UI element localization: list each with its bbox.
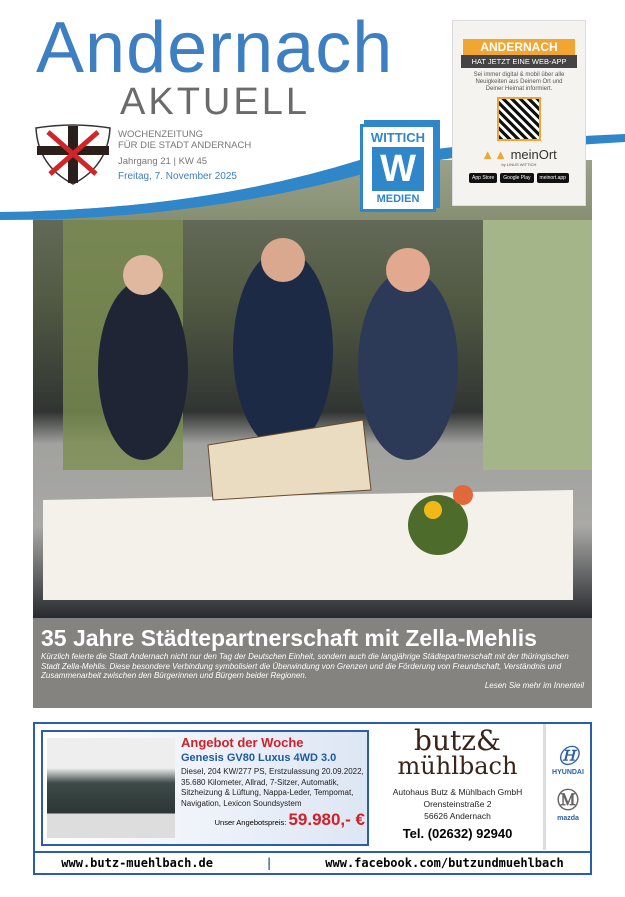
publisher-name-top: WITTICH — [370, 130, 426, 145]
coat-of-arms-icon — [34, 124, 112, 186]
story-body: Kürzlich feierte die Stadt Andernach nicht nur den Tag der Deutschen Einheit, sondern auch die langjährige Städtepartnerschaft mit der thüringischen Stadt Zella-Mehlis. Diese besondere Verbindung symbolisiert die Überwindung von Grenzen und die Förderung von Freundschaft, Verständnis und Zusammenarbeit zwischen den Bürgerinnen und Bürgern beider Regionen. — [41, 652, 569, 680]
paper-city: FÜR DIE STADT ANDERNACH — [118, 140, 252, 151]
issue-number: Jahrgang 21 | KW 45 — [118, 156, 208, 167]
masthead-title: Andernach — [36, 8, 394, 88]
publisher-name-bottom: MEDIEN — [376, 193, 420, 205]
wittich-medien-logo — [360, 124, 436, 212]
masthead-subtitle: AKTUELL — [120, 81, 310, 123]
car-image — [47, 738, 175, 838]
app-brand: meinOrt — [510, 147, 557, 162]
mazda-label: mazda — [557, 815, 579, 822]
dealer-phone[interactable]: Tel. (02632) 92940 — [402, 826, 513, 841]
qr-code-icon[interactable] — [497, 97, 541, 141]
car-model: Genesis GV80 Luxus 4WD 3.0 — [181, 752, 337, 764]
car-description: Diesel, 204 KW/277 PS, Erstzulassung 20.09.2022, 35.680 Kilometer, Allrad, 7-Sitzer, Automatik, Sitzheizung & Lüftung, Nappa-Leder, Tempomat, Navigation, Lexicon Soundsystem — [181, 767, 364, 808]
app-ad-tagline: HAT JETZT EINE WEB-APP — [461, 55, 577, 68]
offer-title: Angebot der Woche — [181, 735, 304, 750]
dealer-logo-top: butz& — [414, 724, 501, 757]
paper-type: WOCHENZEITUNG — [118, 129, 203, 140]
mazda-logo-icon: Ⓜ — [556, 788, 579, 813]
masthead-info — [118, 129, 251, 182]
dealer-street: Orensteinstraße 2 — [423, 799, 492, 809]
wittich-w-icon: W — [372, 147, 424, 191]
app-store-badge[interactable]: App Store — [469, 173, 497, 183]
web-app-ad[interactable] — [452, 20, 586, 206]
google-play-badge[interactable]: Google Play — [500, 173, 533, 183]
price-label: Unser Angebotspreis: — [214, 818, 287, 827]
hyundai-label: HYUNDAI — [552, 769, 584, 776]
dealer-website-link[interactable]: www.butz-muehlbach.de — [61, 856, 213, 870]
story-caption — [33, 618, 592, 708]
app-ad-text: Sei immer digital & mobil über alle Neuigkeiten aus Deinem Ort und Deiner Heimat informiert. — [473, 72, 565, 92]
hyundai-logo-icon: Ⓗ — [558, 746, 578, 768]
footer-separator: | — [265, 856, 273, 870]
offer-box — [41, 730, 369, 846]
car-dealer-ad[interactable] — [33, 722, 592, 875]
dealer-facebook-link[interactable]: www.facebook.com/butzundmuehlbach — [325, 856, 564, 870]
story-headline: 35 Jahre Städtepartnerschaft mit Zella-Mehlis — [41, 625, 537, 651]
web-app-badge[interactable]: meinort.app — [537, 173, 569, 183]
app-ad-banner: ANDERNACH — [463, 39, 575, 55]
ad-footer — [35, 851, 590, 873]
dealer-company: Autohaus Butz & Mühlbach GmbH — [392, 787, 523, 797]
story-read-more: Lesen Sie mehr im Innenteil — [484, 680, 584, 690]
meinort-logo-icon: ▲▲ — [481, 147, 511, 162]
issue-date: Freitag, 7. November 2025 — [118, 171, 237, 182]
brand-logos — [543, 724, 590, 850]
app-brand-sub: by LINUS WITTICH — [501, 162, 537, 167]
dealer-city: 56626 Andernach — [424, 811, 491, 821]
dealer-info — [375, 724, 540, 841]
price: 59.980,- € — [288, 810, 365, 829]
dealer-logo-bottom: mühlbach — [397, 752, 518, 780]
